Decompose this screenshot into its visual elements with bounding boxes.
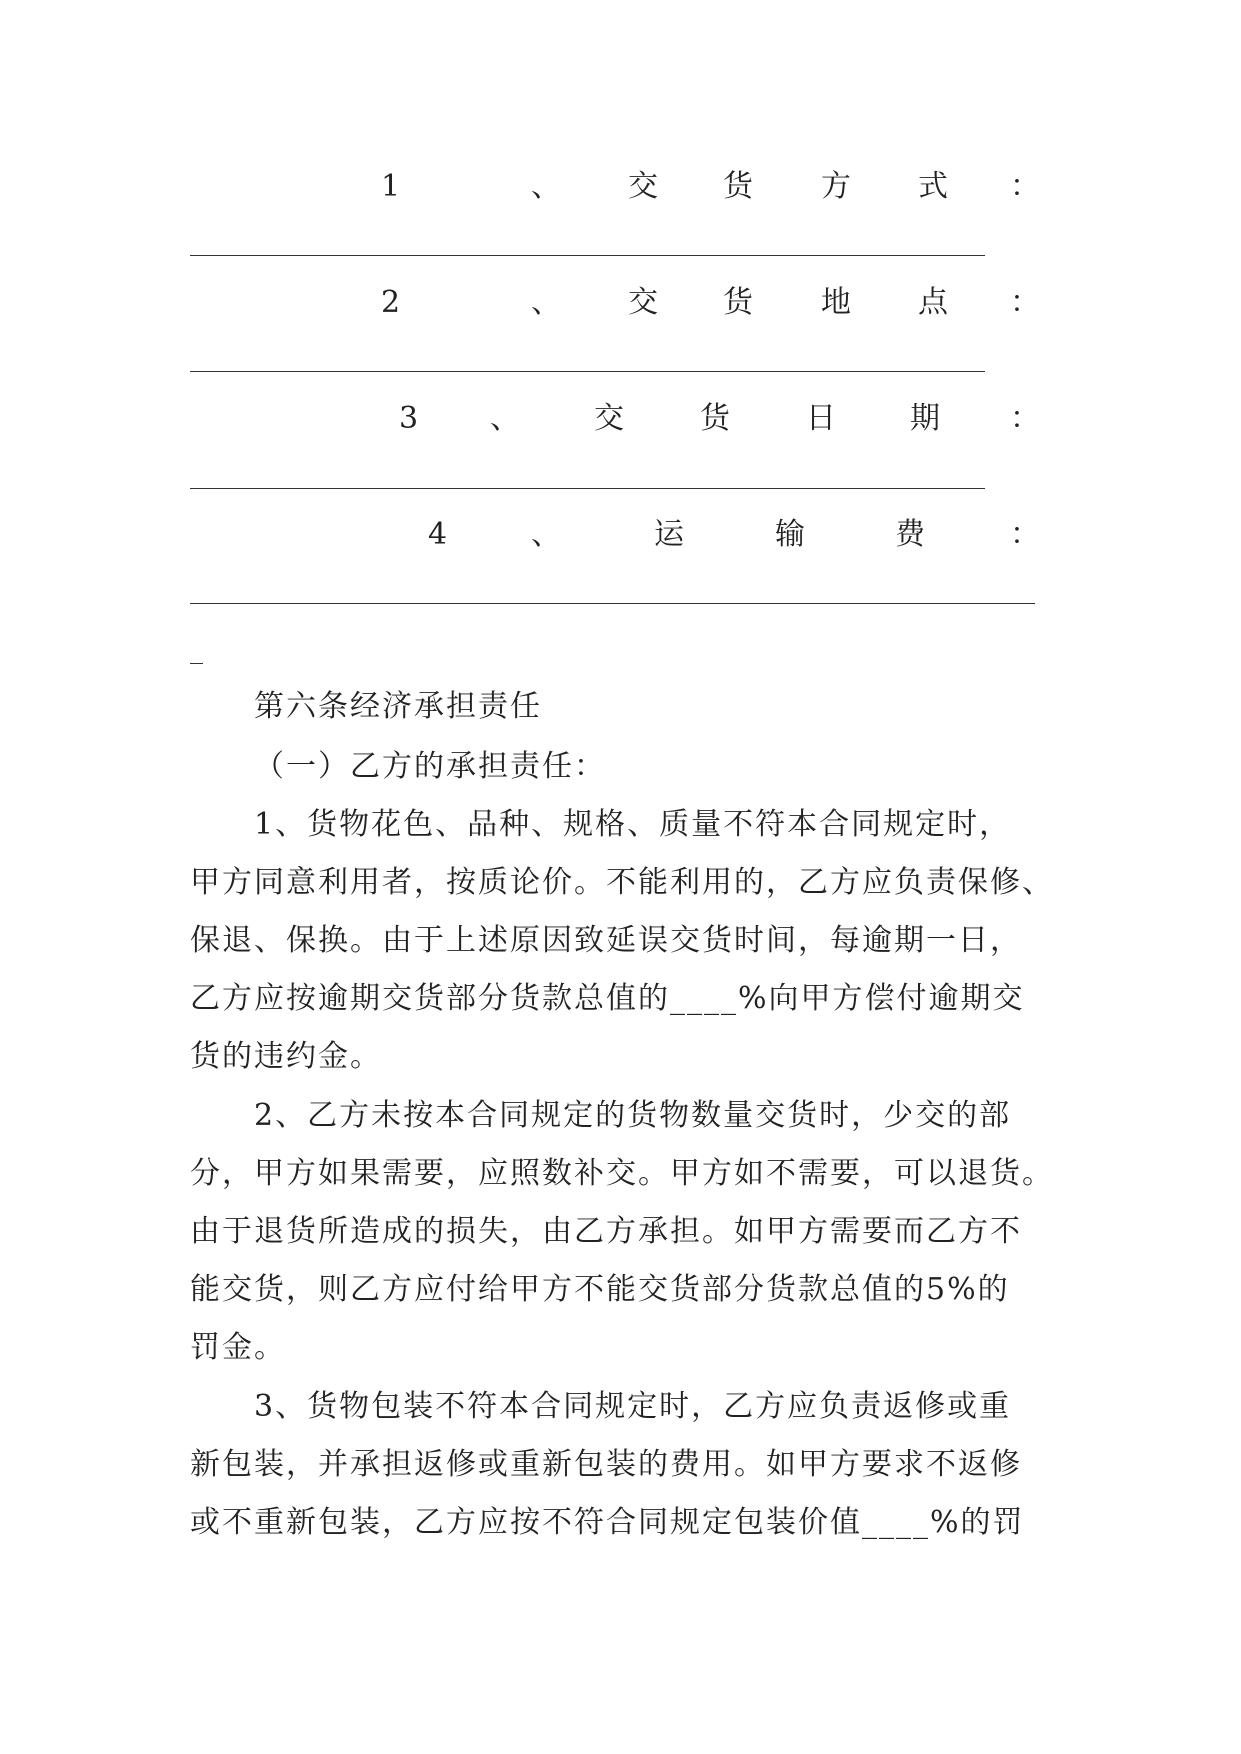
item-separator: 、 xyxy=(531,169,561,204)
item-number: 3 xyxy=(399,401,419,436)
paragraph-line: 货的违约金。 xyxy=(190,1039,382,1074)
paragraph-line: 2、乙方未按本合同规定的货物数量交货时，少交的部 xyxy=(254,1098,1012,1133)
section-title: （一）乙方的承担责任： xyxy=(254,749,606,784)
item-char: 交 xyxy=(628,285,658,320)
item-char: 点 xyxy=(918,285,948,320)
article-title: 第六条经济承担责任 xyxy=(254,689,542,724)
item-char: 方 xyxy=(821,169,851,204)
item-char: 货 xyxy=(723,285,753,320)
paragraph-line: 保退、保换。由于上述原因致延误交货时间，每逾期一日， xyxy=(190,923,1022,958)
item-char: 输 xyxy=(775,517,805,552)
item-char: 交 xyxy=(628,169,658,204)
paragraph-line: 1、货物花色、品种、规格、质量不符本合同规定时， xyxy=(254,807,1012,842)
item-number: 2 xyxy=(381,285,401,320)
item-colon: ： xyxy=(1010,517,1040,552)
item-char: 货 xyxy=(700,401,730,436)
paragraph-line: 分，甲方如果需要，应照数补交。甲方如不需要，可以退货。 xyxy=(190,1156,1054,1191)
item-colon: ： xyxy=(1010,169,1040,204)
paragraph xyxy=(190,1087,1090,1377)
blank-fill-line xyxy=(190,488,985,489)
item-char: 费 xyxy=(895,517,925,552)
item-char: 式 xyxy=(918,169,948,204)
paragraph-line: 3、货物包装不符本合同规定时，乙方应负责返修或重 xyxy=(254,1389,1012,1424)
delivery-item-3 xyxy=(0,394,1241,444)
item-char: 期 xyxy=(910,401,940,436)
item-char: 货 xyxy=(723,169,753,204)
blank-fill-line-tail xyxy=(190,663,203,664)
item-colon: ： xyxy=(1010,401,1040,436)
item-char: 运 xyxy=(654,517,684,552)
delivery-item-1 xyxy=(0,162,1241,212)
item-separator: 、 xyxy=(531,285,561,320)
item-char: 地 xyxy=(821,285,851,320)
paragraph-line: 甲方同意利用者，按质论价。不能利用的，乙方应负责保修、 xyxy=(190,865,1054,900)
blank-fill-line xyxy=(190,371,985,372)
paragraph-line: 新包装，并承担返修或重新包装的费用。如甲方要求不返修 xyxy=(190,1447,1022,1482)
paragraph-line: 能交货，则乙方应付给甲方不能交货部分货款总值的5%的 xyxy=(190,1272,1010,1307)
paragraph xyxy=(190,1378,1090,1552)
item-number: 1 xyxy=(381,169,401,204)
item-char: 交 xyxy=(594,401,624,436)
item-number: 4 xyxy=(428,517,448,552)
blank-fill-line xyxy=(190,255,985,256)
item-separator: 、 xyxy=(531,517,561,552)
paragraph-line: 由于退货所造成的损失，由乙方承担。如甲方需要而乙方不 xyxy=(190,1214,1022,1249)
delivery-item-4 xyxy=(0,510,1241,560)
item-colon: ： xyxy=(1010,285,1040,320)
blank-fill-line xyxy=(190,603,1035,604)
item-separator: 、 xyxy=(490,401,520,436)
paragraph-line: 乙方应按逾期交货部分货款总值的____%向甲方偿付逾期交 xyxy=(190,981,1025,1016)
paragraph xyxy=(190,796,1090,1086)
paragraph-line: 或不重新包装，乙方应按不符合同规定包装价值____%的罚 xyxy=(190,1505,1025,1540)
delivery-item-2 xyxy=(0,278,1241,328)
item-char: 日 xyxy=(806,401,836,436)
paragraph-line: 罚金。 xyxy=(190,1330,286,1365)
